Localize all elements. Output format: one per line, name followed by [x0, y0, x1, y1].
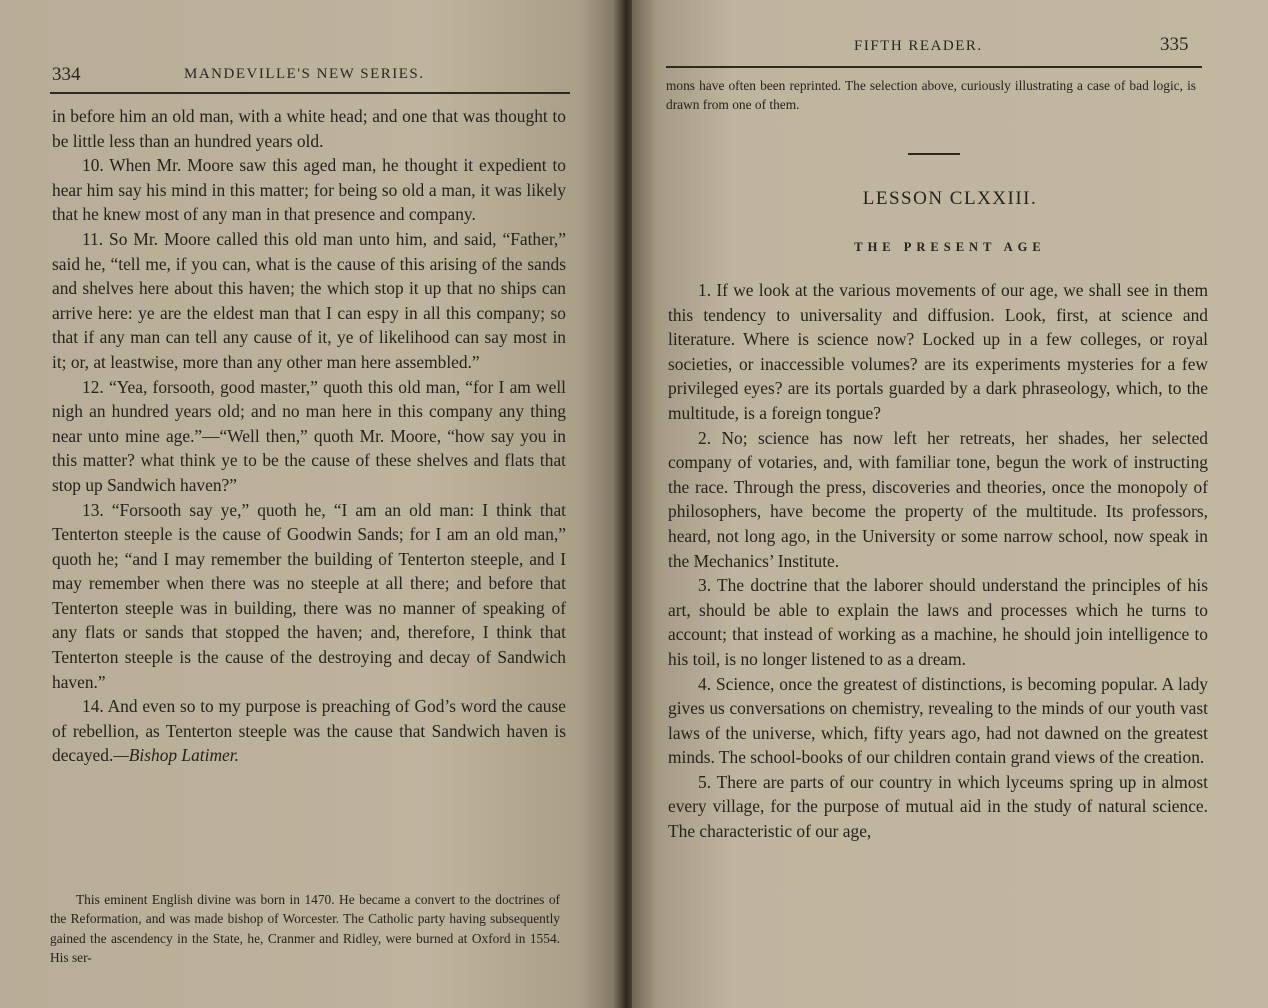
lesson-title: LESSON CLXXIII.: [862, 188, 1038, 209]
paragraph-13: 13. “Forsooth say ye,” quoth he, “I am an old man: I think that Tenterton steeple is the cause of Goodwin Sands; for I am an old man,” quoth he; “and I may remember the building of Tenterton steeple, and I may remember when there was no steeple at all there; and before that Tenterton steeple was in building, there was no manner of speaking of any flats or sands that stopped the haven; and, therefore, I think that Tenterton steeple is the cause of the destroying and decay of Sandwich haven.”: [52, 499, 566, 692]
paragraph-14-text: 14. And even so to my purpose is preaching of God’s word the cause of rebellion, as Tenterton steeple was the cause that Sandwich haven is decayed.: [52, 696, 566, 766]
left-running-head: MANDEVILLE'S NEW SERIES.: [184, 66, 425, 82]
paragraph-5: 5. There are parts of our country in which lyceums spring up in almost every village, for the purpose of mutual aid in the study of natural science. The characteristic of our age,: [668, 771, 1208, 842]
right-page-number: 335: [1160, 34, 1189, 55]
right-page: [632, 0, 1268, 1008]
paragraph-3: 3. The doctrine that the laborer should understand the principles of his art, should be able to explain the laws and processes which he turns to account; that instead of working as a machine, he should join intelligence to his toil, is no longer listened to as a dream.: [668, 575, 1208, 669]
paragraph-14: [52, 694, 566, 768]
paragraph-12: 12. “Yea, forsooth, good master,” quoth this old man, “for I am well nigh an hundred years old; and no man here in this company any thing near unto mine age.”—“Well then,” quoth Mr. Moore, “how say you in this matter? what think ye to be the cause of these shelves and flats that stop up Sandwich haven?”: [52, 376, 566, 495]
left-header-rule: [50, 92, 570, 94]
footnote-continuation-text: mons have often been reprinted. The selection above, curiously illustrating a case of bad logic, is drawn from one of them.: [666, 78, 1196, 113]
right-header-rule: [666, 66, 1202, 68]
right-running-head: FIFTH READER.: [854, 38, 983, 54]
paragraph-10: 10. When Mr. Moore saw this aged man, he thought it expedient to hear him say his mind in this matter; for being so old a man, it was likely that he knew most of any man in that presence and company.: [52, 155, 566, 225]
attribution: —Bishop Latimer.: [113, 745, 239, 766]
lesson-subtitle: THE PRESENT AGE: [854, 240, 1046, 254]
left-footnote: [50, 890, 560, 968]
left-body-text: [52, 104, 566, 768]
left-page: [0, 0, 618, 1008]
right-footnote-continuation: [666, 76, 1196, 115]
right-body-text: [668, 278, 1208, 844]
paragraph-2: 2. No; science has now left her retreats, her shades, her selected company of votaries, and, with familiar tone, begun the work of instructing the race. Through the press, discoveries and theories, once the monopoly of philosophers, have become the property of the multitude. Its professors, heard, not long ago, in the University or some narrow school, now speak in the Mechanics’ Institute.: [668, 427, 1208, 571]
left-page-number: 334: [52, 64, 81, 85]
section-divider: [908, 153, 960, 155]
footnote-text: This eminent English divine was born in 1470. He became a convert to the doctrines of the Reformation, and was made bishop of Worcester. The Catholic party having subsequently gained the ascendency in the State, he, Cranmer and Ridley, were burned at Oxford in 1554. His ser-: [50, 892, 560, 966]
paragraph-11: 11. So Mr. Moore called this old man unto him, and said, “Father,” said he, “tell me, if you can, what is the cause of this arising of the sands and shelves here about this haven; the which stop it up that no ships can arrive here: ye are the eldest man that I can espy in all this company; so that if any man can tell any cause of it, ye of likelihood can say most in it; or, at leastwise, more than any other man here assembled.”: [52, 228, 566, 372]
opening-text: in before him an old man, with a white head; and one that was thought to be little less than an hundred years old.: [52, 106, 566, 151]
paragraph-1: 1. If we look at the various movements of our age, we shall see in them this tendency to universality and diffusion. Look, first, at science and literature. Where is science now? Locked up in a few colleges, or royal societies, or inaccessible volumes? are its experiments mysteries for a few privileged eyes? are its portals guarded by a dark phraseology, which, to the multitude, is a foreign tongue?: [668, 280, 1208, 423]
paragraph-4: 4. Science, once the greatest of distinctions, is becoming popular. A lady gives us conversations on chemistry, revealing to the minds of our youth vast laws of the universe, which, fifty years ago, had not dawned on the greatest minds. The school-books of our children contain grand views of the creation.: [668, 673, 1208, 768]
